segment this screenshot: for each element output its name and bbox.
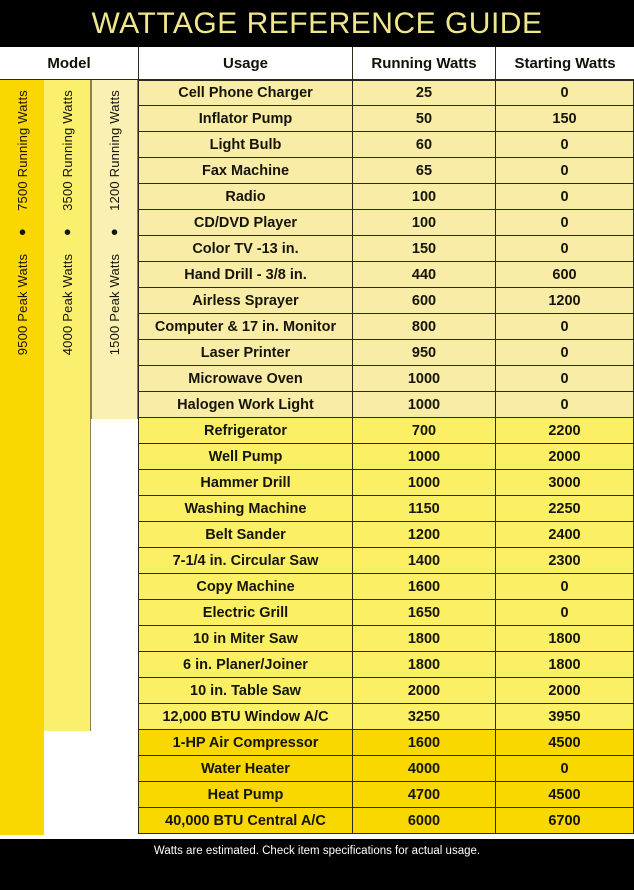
cell-starting-watts: 2250 <box>495 496 634 521</box>
cell-usage: 40,000 BTU Central A/C <box>138 808 352 833</box>
cell-starting-watts: 6700 <box>495 808 634 833</box>
cell-starting-watts: 0 <box>495 340 634 365</box>
cell-starting-watts: 1800 <box>495 652 634 677</box>
cell-running-watts: 60 <box>352 132 495 157</box>
table-row <box>138 574 634 600</box>
cell-running-watts: 100 <box>352 184 495 209</box>
cell-usage: Inflator Pump <box>138 106 352 131</box>
page-title: WATTAGE REFERENCE GUIDE <box>91 6 543 40</box>
column-header-running-watts <box>352 47 495 80</box>
cell-starting-watts: 2200 <box>495 418 634 443</box>
table-row <box>138 262 634 288</box>
cell-running-watts: 800 <box>352 314 495 339</box>
cell-starting-watts: 0 <box>495 132 634 157</box>
cell-usage: 1-HP Air Compressor <box>138 730 352 755</box>
cell-running-watts: 1200 <box>352 522 495 547</box>
cell-usage: Copy Machine <box>138 574 352 599</box>
table-row <box>138 730 634 756</box>
cell-running-watts: 440 <box>352 262 495 287</box>
cell-usage: Water Heater <box>138 756 352 781</box>
cell-usage: Computer & 17 in. Monitor <box>138 314 352 339</box>
appliance-rows <box>138 80 634 834</box>
cell-starting-watts: 600 <box>495 262 634 287</box>
table-row <box>138 340 634 366</box>
cell-usage: Light Bulb <box>138 132 352 157</box>
footnote-text: Watts are estimated. Check item specifications for actual usage. <box>153 845 481 857</box>
table-row <box>138 392 634 418</box>
cell-usage: Radio <box>138 184 352 209</box>
table-row <box>138 496 634 522</box>
cell-running-watts: 1000 <box>352 366 495 391</box>
cell-usage: 10 in. Table Saw <box>138 678 352 703</box>
table-row <box>138 158 634 184</box>
bullet-icon: ● <box>107 224 122 240</box>
cell-starting-watts: 2300 <box>495 548 634 573</box>
table-row <box>138 366 634 392</box>
cell-usage: Cell Phone Charger <box>138 81 352 105</box>
cell-running-watts: 1800 <box>352 626 495 651</box>
column-header-model <box>0 47 138 80</box>
table-row <box>138 314 634 340</box>
cell-running-watts: 25 <box>352 81 495 105</box>
model-band-4000 <box>44 80 91 731</box>
column-header-starting-watts <box>495 47 634 80</box>
model-band-9500 <box>0 80 44 835</box>
model-band-1500-text <box>108 80 121 365</box>
model-band-9500-running: 7500 Running Watts <box>14 90 30 211</box>
table-row <box>138 418 634 444</box>
cell-usage: 10 in Miter Saw <box>138 626 352 651</box>
cell-running-watts: 1800 <box>352 652 495 677</box>
model-band-4000-peak: 4000 Peak Watts <box>59 253 75 356</box>
cell-running-watts: 4000 <box>352 756 495 781</box>
model-band-1500-running: 1200 Running Watts <box>107 90 122 211</box>
wattage-table <box>0 47 634 839</box>
cell-running-watts: 6000 <box>352 808 495 833</box>
cell-starting-watts: 2400 <box>495 522 634 547</box>
model-band-4000-running: 3500 Running Watts <box>59 90 75 211</box>
cell-starting-watts: 0 <box>495 81 634 105</box>
cell-usage: Electric Grill <box>138 600 352 625</box>
model-band-1500-peak: 1500 Peak Watts <box>107 253 122 356</box>
cell-running-watts: 150 <box>352 236 495 261</box>
table-row <box>138 756 634 782</box>
cell-starting-watts: 0 <box>495 236 634 261</box>
model-capacity-bands <box>0 80 138 839</box>
cell-running-watts: 4700 <box>352 782 495 807</box>
cell-running-watts: 700 <box>352 418 495 443</box>
table-row <box>138 236 634 262</box>
column-header-running-watts-label: Running Watts <box>371 54 477 72</box>
cell-starting-watts: 0 <box>495 158 634 183</box>
cell-usage: Microwave Oven <box>138 366 352 391</box>
cell-starting-watts: 3950 <box>495 704 634 729</box>
cell-usage: Hand Drill - 3/8 in. <box>138 262 352 287</box>
model-band-9500-text <box>16 80 29 365</box>
bullet-icon: ● <box>59 224 75 240</box>
column-header-starting-watts-label: Starting Watts <box>514 54 616 72</box>
cell-running-watts: 1650 <box>352 600 495 625</box>
table-header-row <box>0 47 634 80</box>
cell-usage: Halogen Work Light <box>138 392 352 417</box>
cell-starting-watts: 0 <box>495 210 634 235</box>
table-row <box>138 522 634 548</box>
table-row <box>138 80 634 106</box>
table-row <box>138 652 634 678</box>
cell-usage: Washing Machine <box>138 496 352 521</box>
cell-starting-watts: 0 <box>495 184 634 209</box>
cell-running-watts: 1600 <box>352 730 495 755</box>
table-row <box>138 132 634 158</box>
table-row <box>138 808 634 834</box>
cell-usage: Refrigerator <box>138 418 352 443</box>
cell-running-watts: 1000 <box>352 392 495 417</box>
cell-starting-watts: 0 <box>495 756 634 781</box>
cell-starting-watts: 4500 <box>495 782 634 807</box>
cell-starting-watts: 0 <box>495 366 634 391</box>
cell-starting-watts: 2000 <box>495 678 634 703</box>
table-row <box>138 210 634 236</box>
footnote-banner <box>0 839 634 890</box>
cell-starting-watts: 4500 <box>495 730 634 755</box>
cell-running-watts: 950 <box>352 340 495 365</box>
cell-usage: CD/DVD Player <box>138 210 352 235</box>
cell-usage: Well Pump <box>138 444 352 469</box>
cell-usage: Belt Sander <box>138 522 352 547</box>
cell-usage: Heat Pump <box>138 782 352 807</box>
cell-starting-watts: 3000 <box>495 470 634 495</box>
cell-running-watts: 50 <box>352 106 495 131</box>
cell-running-watts: 3250 <box>352 704 495 729</box>
cell-running-watts: 100 <box>352 210 495 235</box>
cell-usage: 12,000 BTU Window A/C <box>138 704 352 729</box>
cell-usage: Fax Machine <box>138 158 352 183</box>
table-row <box>138 184 634 210</box>
table-row <box>138 782 634 808</box>
cell-usage: 7-1/4 in. Circular Saw <box>138 548 352 573</box>
cell-starting-watts: 1200 <box>495 288 634 313</box>
cell-starting-watts: 0 <box>495 392 634 417</box>
bullet-icon: ● <box>14 224 30 240</box>
model-band-9500-peak: 9500 Peak Watts <box>14 253 30 356</box>
table-row <box>138 626 634 652</box>
table-row <box>138 600 634 626</box>
cell-usage: Airless Sprayer <box>138 288 352 313</box>
cell-usage: Hammer Drill <box>138 470 352 495</box>
cell-running-watts: 600 <box>352 288 495 313</box>
table-row <box>138 106 634 132</box>
cell-usage: 6 in. Planer/Joiner <box>138 652 352 677</box>
table-row <box>138 444 634 470</box>
table-row <box>138 548 634 574</box>
cell-running-watts: 1150 <box>352 496 495 521</box>
cell-starting-watts: 0 <box>495 574 634 599</box>
table-row <box>138 678 634 704</box>
cell-running-watts: 1000 <box>352 444 495 469</box>
cell-starting-watts: 150 <box>495 106 634 131</box>
cell-running-watts: 65 <box>352 158 495 183</box>
table-row <box>138 470 634 496</box>
cell-running-watts: 1400 <box>352 548 495 573</box>
cell-running-watts: 1600 <box>352 574 495 599</box>
column-header-usage <box>138 47 352 80</box>
cell-starting-watts: 0 <box>495 314 634 339</box>
cell-running-watts: 1000 <box>352 470 495 495</box>
model-band-1500 <box>91 80 138 419</box>
cell-usage: Laser Printer <box>138 340 352 365</box>
cell-starting-watts: 1800 <box>495 626 634 651</box>
cell-starting-watts: 0 <box>495 600 634 625</box>
cell-running-watts: 2000 <box>352 678 495 703</box>
cell-usage: Color TV -13 in. <box>138 236 352 261</box>
cell-starting-watts: 2000 <box>495 444 634 469</box>
table-row <box>138 288 634 314</box>
column-header-model-label: Model <box>47 54 91 72</box>
table-row <box>138 704 634 730</box>
title-banner <box>0 0 634 47</box>
table-body <box>0 80 634 839</box>
column-header-usage-label: Usage <box>222 54 269 72</box>
model-band-4000-text <box>61 80 74 365</box>
